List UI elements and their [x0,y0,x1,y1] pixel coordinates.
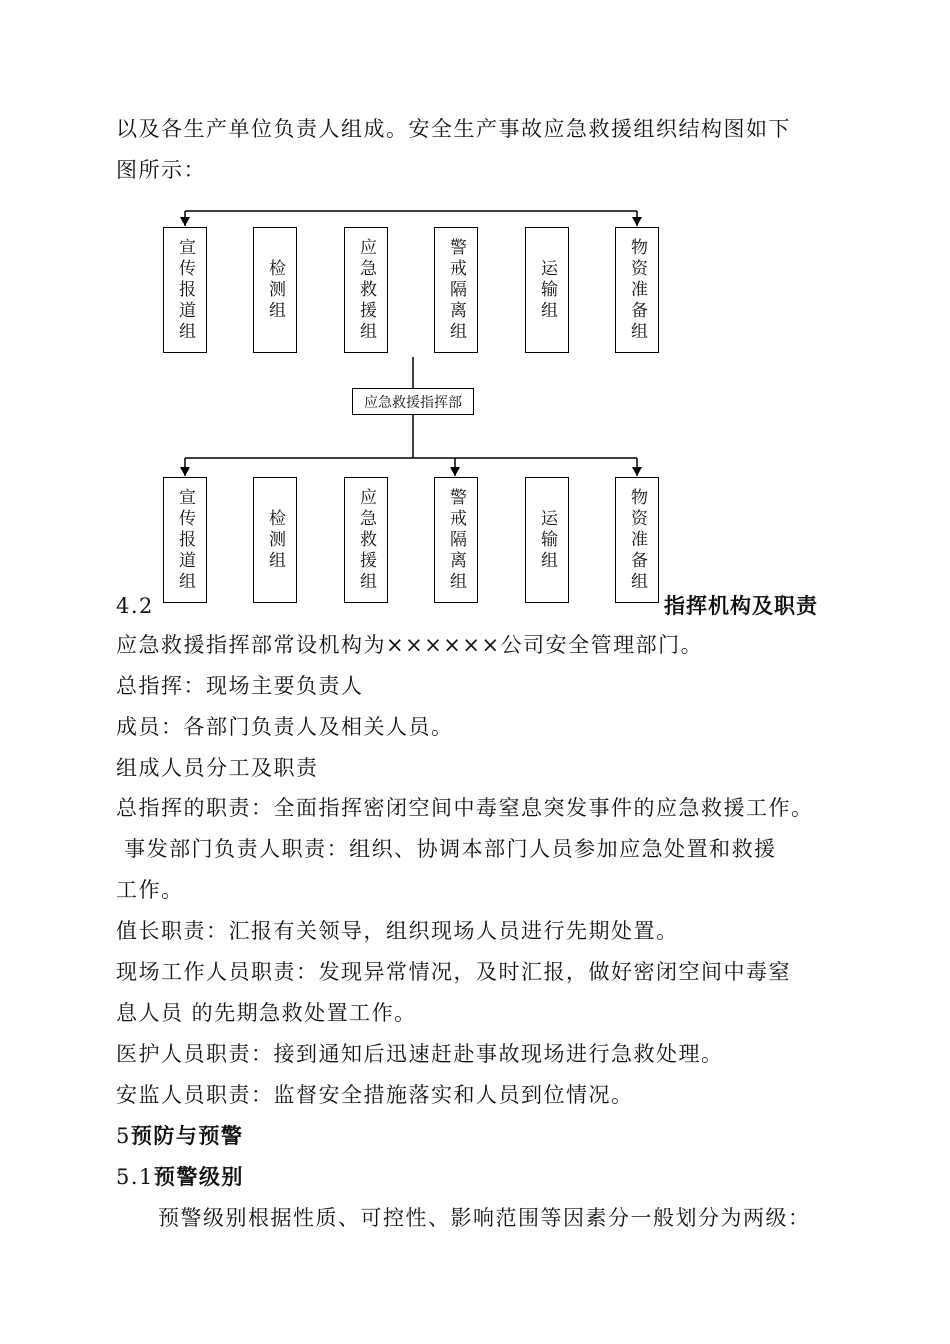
org-box-bottom-supplies: 物资准备组 [615,477,659,603]
section-4-2-number: 4.2 [116,594,154,618]
org-box-top-transport: 运输组 [525,227,569,353]
body-line-10: 息人员 的先期急救处置工作。 [116,1001,417,1025]
section-5-title: 预防与预警 [130,1124,244,1148]
section-5-1-title: 预警级别 [153,1165,244,1189]
intro-line-2: 图所示： [116,158,206,182]
body-line-3: 成员：各部门负责人及相关人员。 [116,715,454,739]
org-box-bottom-rescue: 应急救援组 [344,477,388,603]
body-line-5: 总指挥的职责：全面指挥密闭空间中毒窒息突发事件的应急救援工作。 [116,796,814,820]
org-chart-headquarters: 应急救援指挥部 [352,388,474,415]
body-line-8: 值长职责：汇报有关领导，组织现场人员进行先期处置。 [116,919,679,943]
org-box-bottom-publicity: 宣传报道组 [163,477,207,603]
section-5-heading [116,1120,243,1152]
body-line-11: 医护人员职责：接到通知后迅速赶赴事故现场进行急救处理。 [116,1042,724,1066]
body-line-9: 现场工作人员职责：发现异常情况，及时汇报，做好密闭空间中毒窒 [116,960,791,984]
body-line-2: 总指挥：现场主要负责人 [116,674,364,698]
section-4-2-title: 指挥机构及职责 [664,594,818,618]
org-box-bottom-transport: 运输组 [525,477,569,603]
section-5-number: 5 [116,1124,131,1148]
org-box-bottom-cordon: 警戒隔离组 [434,477,478,603]
section-5-1-number: 5.1 [116,1165,154,1189]
section-5-1-heading [116,1161,244,1193]
org-box-top-rescue: 应急救援组 [344,227,388,353]
body-line-6: 事发部门负责人职责：组织、协调本部门人员参加应急处置和救援 [116,837,777,861]
body-line-12: 安监人员职责：监督安全措施落实和人员到位情况。 [116,1083,634,1107]
org-box-top-publicity: 宣传报道组 [163,227,207,353]
body-line-4: 组成人员分工及职责 [116,756,319,780]
body-line-1: 应急救援指挥部常设机构为××××××公司安全管理部门。 [116,633,704,657]
org-box-top-supplies: 物资准备组 [615,227,659,353]
para-5-1: 预警级别根据性质、可控性、影响范围等因素分一般划分为两级： [158,1206,811,1230]
org-box-top-detection: 检测组 [253,227,297,353]
intro-line-1: 以及各生产单位负责人组成。安全生产事故应急救援组织结构图如下 [116,117,791,141]
org-box-bottom-detection: 检测组 [253,477,297,603]
org-box-top-cordon: 警戒隔离组 [434,227,478,353]
body-line-7: 工作。 [116,878,184,902]
